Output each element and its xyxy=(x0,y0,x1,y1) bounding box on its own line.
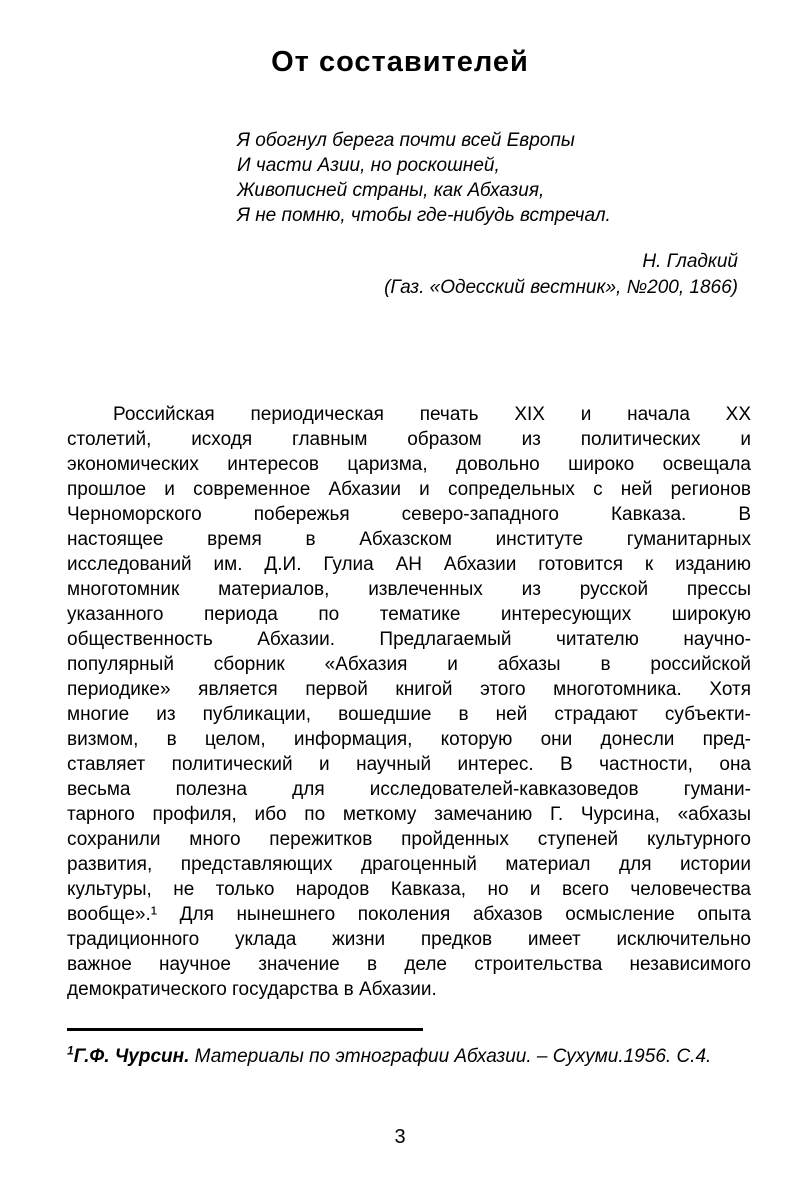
body-line: популярный сборник «Абхазия и абхазы в российской xyxy=(67,654,751,675)
body-line: указанного периода по тематике интересующих широкую xyxy=(67,604,751,625)
body-paragraph xyxy=(67,402,751,1002)
body-line: ставляет политический и научный интерес. В частности, она xyxy=(67,754,751,775)
epigraph-line: Я обогнул берега почти всей Европы xyxy=(237,130,575,151)
footnote-marker: 1 xyxy=(67,1043,74,1058)
body-line: многие из публикации, вошедшие в ней страдают субъекти- xyxy=(67,704,751,725)
epigraph-attribution xyxy=(384,249,738,301)
footnote xyxy=(67,1044,757,1070)
footnote-separator xyxy=(67,1028,423,1031)
body-line: многотомник материалов, извлеченных из русской прессы xyxy=(67,579,751,600)
body-line: периодике» является первой книгой этого многотомника. Хотя xyxy=(67,679,751,700)
body-line: прошлое и современное Абхазии и сопредельных с ней регионов xyxy=(67,479,751,500)
body-line: столетий, исходя главным образом из политических и xyxy=(67,429,751,450)
body-line: вообще».¹ Для нынешнего поколения абхазов осмысление опыта xyxy=(67,904,751,925)
page-number: 3 xyxy=(394,1126,406,1148)
footnote-author: Г.Ф. Чурсин. xyxy=(73,1046,190,1067)
body-line: настоящее время в Абхазском институте гуманитарных xyxy=(67,529,751,550)
body-line: экономических интересов царизма, довольно широко освещала xyxy=(67,454,751,475)
body-line: культуры, не только народов Кавказа, но и всего человечества xyxy=(67,879,751,900)
body-line: традиционного уклада жизни предков имеет исключительно xyxy=(67,929,751,950)
epigraph xyxy=(237,128,611,228)
body-line: визмом, в целом, информация, которую они донесли пред- xyxy=(67,729,751,750)
epigraph-line: Живописней страны, как Абхазия, xyxy=(237,180,545,201)
body-line: важное научное значение в деле строительства независимого xyxy=(67,954,751,975)
page-title: От составителей xyxy=(271,46,529,78)
epigraph-line: Я не помню, чтобы где-нибудь встречал. xyxy=(237,205,611,226)
body-line: Российская периодическая печать XIX и начала XX xyxy=(113,404,751,425)
body-line: развития, представляющих драгоценный материал для истории xyxy=(67,854,751,875)
body-line: Черноморского побережья северо-западного Кавказа. В xyxy=(67,504,751,525)
body-line: общественность Абхазии. Предлагаемый читателю научно- xyxy=(67,629,751,650)
body-line: сохранили много пережитков пройденных ступеней культурного xyxy=(67,829,751,850)
epigraph-line: И части Азии, но роскошней, xyxy=(237,155,500,176)
body-line: демократического государства в Абхазии. xyxy=(67,979,437,1000)
attribution-line: Н. Гладкий xyxy=(642,251,738,272)
footnote-text: Материалы по этнографии Абхазии. – Сухуми.1956. С.4. xyxy=(189,1046,712,1067)
attribution-line: (Газ. «Одесский вестник», №200, 1866) xyxy=(384,277,738,298)
body-line: весьма полезна для исследователей-кавказоведов гумани- xyxy=(67,779,751,800)
body-line: исследований им. Д.И. Гулиа АН Абхазии готовится к изданию xyxy=(67,554,751,575)
body-line: тарного профиля, ибо по меткому замечанию Г. Чурсина, «абхазы xyxy=(67,804,751,825)
